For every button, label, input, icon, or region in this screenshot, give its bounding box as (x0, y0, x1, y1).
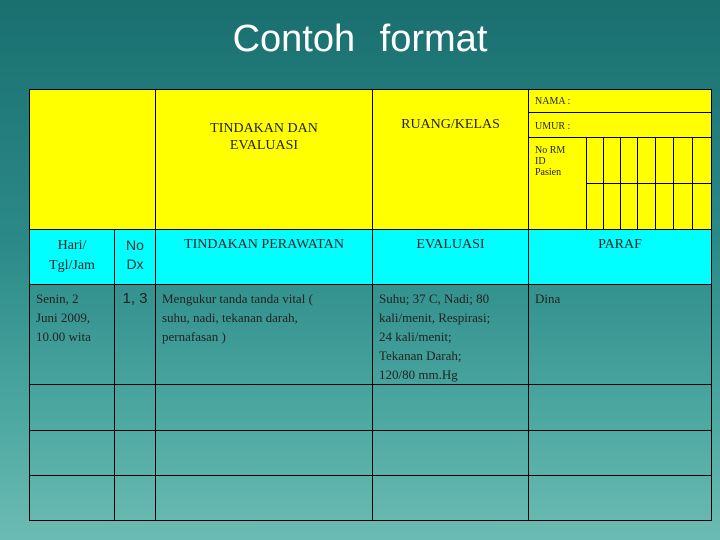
no-rm-digit-box[interactable] (637, 137, 656, 184)
tindakan-row1-line1: Mengukur tanda tanda vital ( (162, 291, 313, 306)
no-rm-digit-box[interactable] (620, 183, 638, 230)
slide-title: Contoh format (232, 18, 488, 60)
hari-label-line1: Hari/ (57, 238, 87, 253)
tindakan-row1-line3: pernafasan ) (162, 329, 226, 344)
evaluasi-row1-line1: Suhu; 37 C, Nadi; 80 (379, 291, 490, 306)
cell-paraf-row4[interactable] (528, 475, 712, 521)
cell-no-dx-row3[interactable] (114, 430, 156, 476)
cell-hari-row4[interactable] (29, 475, 115, 521)
cell-tindakan-row3[interactable] (155, 430, 373, 476)
cell-tindakan-row2[interactable] (155, 384, 373, 431)
hari-row1-line3: 10.00 wita (36, 329, 91, 344)
column-header-paraf (528, 229, 712, 285)
column-header-hari (29, 229, 115, 285)
evaluasi-row1-line3: 24 kali/menit; (379, 329, 452, 344)
no-rm-digit-box[interactable] (655, 137, 674, 184)
cell-paraf-row1[interactable] (528, 284, 712, 385)
evaluasi-label: EVALUASI (416, 237, 485, 252)
cell-no-dx-row2[interactable] (114, 384, 156, 431)
tindakan-evaluasi-line1: TINDAKAN DAN (210, 121, 318, 136)
cell-evaluasi-row4[interactable] (372, 475, 529, 521)
no-rm-digit-box[interactable] (655, 183, 674, 230)
no-rm-digit-box[interactable] (586, 183, 604, 230)
evaluasi-row1-line2: kali/menit, Respirasi; (379, 310, 491, 325)
nama-cell[interactable] (528, 89, 712, 113)
no-rm-digit-box[interactable] (692, 137, 712, 184)
no-rm-digit-box[interactable] (586, 137, 604, 184)
no-rm-line1: No RM (535, 145, 566, 156)
ruang-kelas-header (372, 89, 529, 230)
cell-tindakan-row1[interactable] (155, 284, 373, 385)
no-dx-row1-value: 1, 3 (122, 290, 148, 307)
ruang-kelas-label: RUANG/KELAS (401, 117, 500, 132)
umur-cell[interactable] (528, 112, 712, 138)
cell-paraf-row2[interactable] (528, 384, 712, 431)
no-rm-digit-box[interactable] (620, 137, 638, 184)
tindakan-perawatan-label: TINDAKAN PERAWATAN (184, 237, 344, 252)
no-rm-line2: ID (535, 156, 546, 167)
hari-row1-line2: Juni 2009, (36, 310, 91, 325)
evaluasi-row1-line4: Tekanan Darah; (379, 348, 462, 363)
nama-label: NAMA : (535, 96, 571, 107)
cell-evaluasi-row1[interactable] (372, 284, 529, 385)
evaluasi-row1-line5: 120/80 mm.Hg (379, 367, 458, 382)
paraf-row1-value: Dina (535, 291, 561, 306)
paraf-label: PARAF (598, 237, 642, 252)
cell-evaluasi-row3[interactable] (372, 430, 529, 476)
nursing-form-table (29, 89, 712, 521)
column-header-evaluasi (372, 229, 529, 285)
hari-label-line2: Tgl/Jam (49, 258, 95, 273)
cell-hari-row3[interactable] (29, 430, 115, 476)
no-rm-digit-box[interactable] (603, 137, 621, 184)
no-rm-line3: Pasien (535, 167, 562, 178)
cell-hari-row2[interactable] (29, 384, 115, 431)
column-header-no-dx (114, 229, 156, 285)
tindakan-evaluasi-header (155, 89, 373, 230)
no-rm-digit-box[interactable] (603, 183, 621, 230)
no-dx-label-line1: No (126, 237, 144, 253)
cell-hari-row1[interactable] (29, 284, 115, 385)
no-rm-digit-box[interactable] (673, 183, 693, 230)
cell-no-dx-row4[interactable] (114, 475, 156, 521)
cell-paraf-row3[interactable] (528, 430, 712, 476)
column-header-tindakan-perawatan (155, 229, 373, 285)
no-rm-digit-box[interactable] (637, 183, 656, 230)
no-rm-cell (528, 137, 587, 230)
no-dx-label-line2: Dx (126, 256, 144, 272)
cell-tindakan-row4[interactable] (155, 475, 373, 521)
cell-evaluasi-row2[interactable] (372, 384, 529, 431)
tindakan-row1-line2: suhu, nadi, tekanan darah, (162, 310, 298, 325)
umur-label: UMUR : (535, 121, 571, 132)
cell-no-dx-row1[interactable] (114, 284, 156, 385)
no-rm-digit-box[interactable] (692, 183, 712, 230)
no-rm-digit-box[interactable] (673, 137, 693, 184)
tindakan-evaluasi-line2: EVALUASI (229, 138, 299, 153)
hari-row1-line1: Senin, 2 (36, 291, 79, 306)
header-blank-cell (29, 89, 156, 230)
